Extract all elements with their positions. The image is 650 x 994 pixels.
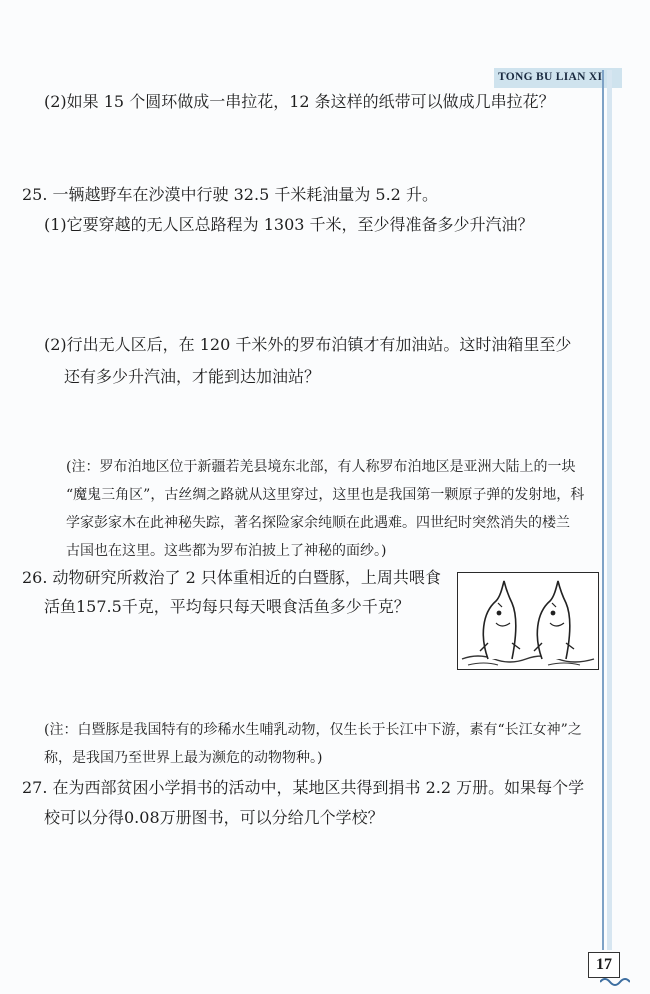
- q25-note-line: (注：罗布泊地区位于新疆若羌县境东北部，有人称罗布泊地区是亚洲大陆上的一块: [66, 459, 576, 475]
- q26-line2: 活鱼157.5千克，平均每只每天喂食活鱼多少千克？: [44, 597, 410, 616]
- q26-note-line: 称，是我国乃至世界上最为濒危的动物物种。): [44, 750, 323, 766]
- wave-ornament-icon: [600, 976, 630, 986]
- q25-note-line: “魔鬼三角区”，古丝绸之路就从这里穿过，这里也是我国第一颗原子弹的发射地，科: [66, 487, 585, 503]
- q25-stem: 25. 一辆越野车在沙漠中行驶 32.5 千米耗油量为 5.2 升。: [22, 185, 438, 204]
- q24-part2: (2)如果 15 个圆环做成一串拉花，12 条这样的纸带可以做成几串拉花？: [44, 92, 555, 111]
- q26-line1: 26. 动物研究所救治了 2 只体重相近的白暨豚，上周共喂食: [22, 568, 441, 587]
- page-number: 17: [588, 952, 620, 978]
- q27-line1: 27. 在为西部贫困小学捐书的活动中，某地区共得到捐书 2.2 万册。如果每个学: [22, 778, 585, 797]
- baiji-dolphins-icon: [458, 573, 598, 669]
- q26-note-line: (注：白暨豚是我国特有的珍稀水生哺乳动物，仅生长于长江中下游，素有“长江女神”之: [44, 722, 582, 738]
- q25-part2-line2: 还有多少升汽油，才能到达加油站？: [64, 367, 321, 386]
- margin-rule-shade: [607, 70, 612, 950]
- q25-note-line: 学家彭家木在此神秘失踪，著名探险家余纯顺在此遇难。四世纪时突然消失的楼兰: [66, 515, 570, 531]
- q27-line2: 校可以分得0.08万册图书，可以分给几个学校？: [44, 808, 384, 827]
- q25-note-line: 古国也在这里。这些都为罗布泊披上了神秘的面纱。): [66, 543, 387, 559]
- q25-part2-line1: (2)行出无人区后，在 120 千米外的罗布泊镇才有加油站。这时油箱里至少: [44, 335, 572, 354]
- margin-rule: [602, 70, 604, 950]
- series-label: TONG BU LIAN XI: [498, 71, 603, 83]
- dolphins-illustration: [457, 572, 599, 670]
- q25-part1: (1)它要穿越的无人区总路程为 1303 千米，至少得准备多少升汽油？: [44, 215, 534, 234]
